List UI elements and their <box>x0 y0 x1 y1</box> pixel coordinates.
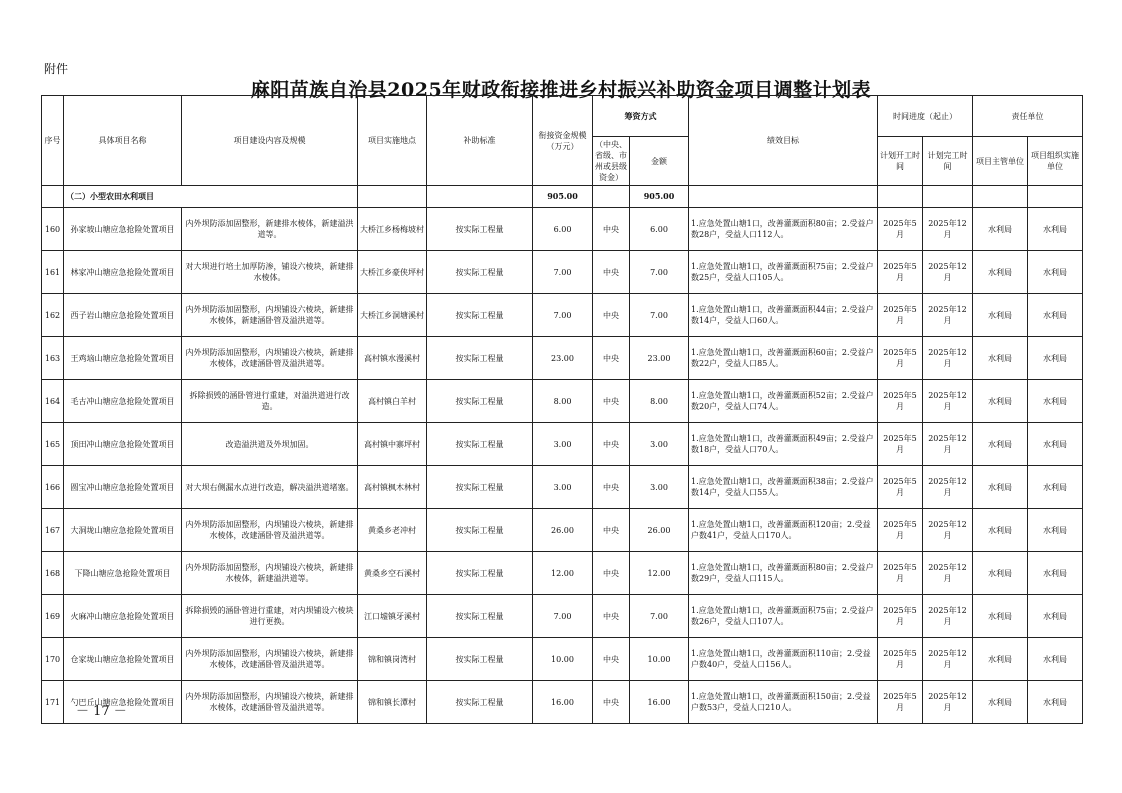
cell-source: 中央 <box>593 423 630 466</box>
cell-location: 高村镇水漫溪村 <box>358 337 427 380</box>
cell-scale: 7.00 <box>533 595 593 638</box>
cell-organizer: 水利局 <box>1028 552 1083 595</box>
header-organizer: 项目组织实施单位 <box>1028 137 1083 186</box>
cell-scale: 6.00 <box>533 208 593 251</box>
cell-start: 2025年5月 <box>878 681 923 724</box>
cell-content: 对大坝进行培土加厚防渗，铺设六棱块，新建排水棱体。 <box>182 251 358 294</box>
cell-manager: 水利局 <box>973 208 1028 251</box>
cell-name: 火麻冲山塘应急抢险处置项目 <box>64 595 182 638</box>
table-row <box>42 638 1083 681</box>
cell-amount: 8.00 <box>630 380 689 423</box>
cell-scale: 10.00 <box>533 638 593 681</box>
cell-organizer: 水利局 <box>1028 638 1083 681</box>
cell-manager: 水利局 <box>973 466 1028 509</box>
cell-end: 2025年12月 <box>923 681 973 724</box>
header-standard: 补助标准 <box>427 96 533 186</box>
cell-manager: 水利局 <box>973 380 1028 423</box>
cell-seq: 169 <box>42 595 64 638</box>
cell-location: 高村镇枫木林村 <box>358 466 427 509</box>
cell-organizer: 水利局 <box>1028 337 1083 380</box>
cell-standard: 按实际工程量 <box>427 251 533 294</box>
cell-standard: 按实际工程量 <box>427 337 533 380</box>
cell-location: 江口墟镇牙溪村 <box>358 595 427 638</box>
header-row-1 <box>42 96 1083 137</box>
cell-standard: 按实际工程量 <box>427 423 533 466</box>
cell-start: 2025年5月 <box>878 208 923 251</box>
table-row <box>42 294 1083 337</box>
cell-organizer: 水利局 <box>1028 380 1083 423</box>
cell-manager: 水利局 <box>973 423 1028 466</box>
cell-standard: 按实际工程量 <box>427 466 533 509</box>
cell-content: 对大坝右侧漏水点进行改造，解决溢洪道堵塞。 <box>182 466 358 509</box>
cell-name: 勺巴丘山塘应急抢险处置项目 <box>64 681 182 724</box>
cell-amount: 16.00 <box>630 681 689 724</box>
cell-amount: 7.00 <box>630 251 689 294</box>
cell-location: 大桥江乡洞塘溪村 <box>358 294 427 337</box>
cell-source: 中央 <box>593 251 630 294</box>
cell-standard: 按实际工程量 <box>427 552 533 595</box>
cell-seq: 171 <box>42 681 64 724</box>
cell-seq: 170 <box>42 638 64 681</box>
cell-content: 拆除损毁的涵卧管进行重建，对内坝铺设六棱块进行更换。 <box>182 595 358 638</box>
section-scale: 905.00 <box>533 186 593 208</box>
cell-manager: 水利局 <box>973 337 1028 380</box>
cell-scale: 8.00 <box>533 380 593 423</box>
cell-organizer: 水利局 <box>1028 423 1083 466</box>
header-manager: 项目主管单位 <box>973 137 1028 186</box>
table-row <box>42 380 1083 423</box>
header-name: 具体项目名称 <box>64 96 182 186</box>
table-row <box>42 509 1083 552</box>
cell-amount: 3.00 <box>630 423 689 466</box>
cell-manager: 水利局 <box>973 681 1028 724</box>
header-seq: 序号 <box>42 96 64 186</box>
cell-organizer: 水利局 <box>1028 466 1083 509</box>
cell-content: 内外坝防添加固整形，内坝铺设六棱块，新建排水棱体，改建涵卧管及溢洪道等。 <box>182 638 358 681</box>
cell-end: 2025年12月 <box>923 380 973 423</box>
cell-amount: 7.00 <box>630 294 689 337</box>
cell-start: 2025年5月 <box>878 466 923 509</box>
cell-seq: 163 <box>42 337 64 380</box>
cell-content: 改造溢洪道及外坝加固。 <box>182 423 358 466</box>
cell-perf: 1.应急处置山塘1口，改善灌溉面积49亩；2.受益户数18户，受益人口70人。 <box>689 423 878 466</box>
cell-amount: 23.00 <box>630 337 689 380</box>
cell-end: 2025年12月 <box>923 595 973 638</box>
cell-content: 内外坝防添加固整形，内坝铺设六棱块，新建排水棱体，新建涵卧管及溢洪道等。 <box>182 294 358 337</box>
cell-seq: 166 <box>42 466 64 509</box>
cell-end: 2025年12月 <box>923 294 973 337</box>
cell-source: 中央 <box>593 681 630 724</box>
cell-content: 拆除损毁的涵卧管进行重建，对溢洪道进行改造。 <box>182 380 358 423</box>
cell-organizer: 水利局 <box>1028 294 1083 337</box>
cell-standard: 按实际工程量 <box>427 638 533 681</box>
cell-amount: 6.00 <box>630 208 689 251</box>
table-row <box>42 337 1083 380</box>
cell-scale: 7.00 <box>533 294 593 337</box>
cell-amount: 26.00 <box>630 509 689 552</box>
data-rows <box>42 208 1083 724</box>
cell-name: 顶田冲山塘应急抢险处置项目 <box>64 423 182 466</box>
document-title: 麻阳苗族自治县2025年财政衔接推进乡村振兴补助资金项目调整计划表 <box>250 79 872 101</box>
section-row <box>42 186 1083 208</box>
header-content: 项目建设内容及规模 <box>182 96 358 186</box>
cell-scale: 12.00 <box>533 552 593 595</box>
cell-source: 中央 <box>593 380 630 423</box>
cell-perf: 1.应急处置山塘1口，改善灌溉面积80亩；2.受益户数29户，受益人口115人。 <box>689 552 878 595</box>
cell-start: 2025年5月 <box>878 509 923 552</box>
cell-perf: 1.应急处置山塘1口，改善灌溉面积75亩；2.受益户数26户，受益人口107人。 <box>689 595 878 638</box>
cell-seq: 160 <box>42 208 64 251</box>
cell-amount: 12.00 <box>630 552 689 595</box>
cell-end: 2025年12月 <box>923 638 973 681</box>
page-number: － 17 － <box>76 704 127 719</box>
cell-name: 圆宝冲山塘应急抢险处置项目 <box>64 466 182 509</box>
table-row <box>42 423 1083 466</box>
project-table <box>41 95 1083 724</box>
table-row <box>42 251 1083 294</box>
cell-location: 高村镇白羊村 <box>358 380 427 423</box>
cell-end: 2025年12月 <box>923 208 973 251</box>
cell-location: 大桥江乡豪侠坪村 <box>358 251 427 294</box>
cell-start: 2025年5月 <box>878 337 923 380</box>
cell-organizer: 水利局 <box>1028 208 1083 251</box>
cell-seq: 162 <box>42 294 64 337</box>
header-resp: 责任单位 <box>973 96 1083 137</box>
table-row <box>42 595 1083 638</box>
header-perf: 绩效目标 <box>689 96 878 186</box>
cell-location: 黄桑乡空石溪村 <box>358 552 427 595</box>
cell-content: 内外坝防添加固整形，新建排水棱体，新建溢洪道等。 <box>182 208 358 251</box>
cell-standard: 按实际工程量 <box>427 595 533 638</box>
section-amount: 905.00 <box>630 186 689 208</box>
cell-standard: 按实际工程量 <box>427 208 533 251</box>
cell-name: 林家冲山塘应急抢险处置项目 <box>64 251 182 294</box>
cell-start: 2025年5月 <box>878 595 923 638</box>
cell-source: 中央 <box>593 509 630 552</box>
cell-scale: 26.00 <box>533 509 593 552</box>
cell-source: 中央 <box>593 595 630 638</box>
cell-manager: 水利局 <box>973 294 1028 337</box>
table-body <box>42 96 1083 208</box>
cell-perf: 1.应急处置山塘1口，改善灌溉面积120亩；2.受益户数41户，受益人口170人。 <box>689 509 878 552</box>
cell-end: 2025年12月 <box>923 423 973 466</box>
cell-location: 锦和镇长潭村 <box>358 681 427 724</box>
cell-source: 中央 <box>593 466 630 509</box>
cell-location: 锦和镇岗湾村 <box>358 638 427 681</box>
cell-perf: 1.应急处置山塘1口，改善灌溉面积75亩；2.受益户数25户，受益人口105人。 <box>689 251 878 294</box>
cell-content: 内外坝防添加固整形，内坝铺设六棱块，新建排水棱体，新建溢洪道等。 <box>182 552 358 595</box>
cell-manager: 水利局 <box>973 595 1028 638</box>
cell-scale: 3.00 <box>533 423 593 466</box>
cell-standard: 按实际工程量 <box>427 380 533 423</box>
cell-organizer: 水利局 <box>1028 681 1083 724</box>
cell-content: 内外坝防添加固整形，内坝铺设六棱块，新建排水棱体，改建涵卧管及溢洪道等。 <box>182 681 358 724</box>
cell-content: 内外坝防添加固整形，内坝铺设六棱块，新建排水棱体，改建涵卧管及溢洪道等。 <box>182 337 358 380</box>
cell-manager: 水利局 <box>973 509 1028 552</box>
header-end: 计划完工时间 <box>923 137 973 186</box>
cell-amount: 10.00 <box>630 638 689 681</box>
header-start: 计划开工时间 <box>878 137 923 186</box>
cell-start: 2025年5月 <box>878 380 923 423</box>
cell-source: 中央 <box>593 208 630 251</box>
header-funding: 筹资方式 <box>593 96 689 137</box>
cell-location: 黄桑乡老冲村 <box>358 509 427 552</box>
cell-source: 中央 <box>593 638 630 681</box>
cell-organizer: 水利局 <box>1028 251 1083 294</box>
cell-manager: 水利局 <box>973 251 1028 294</box>
cell-name: 毛古冲山塘应急抢险处置项目 <box>64 380 182 423</box>
cell-seq: 165 <box>42 423 64 466</box>
table-row <box>42 208 1083 251</box>
cell-standard: 按实际工程量 <box>427 509 533 552</box>
cell-standard: 按实际工程量 <box>427 294 533 337</box>
cell-name: 下降山塘应急抢险处置项目 <box>64 552 182 595</box>
cell-start: 2025年5月 <box>878 552 923 595</box>
cell-name: 孙家坡山塘应急抢险处置项目 <box>64 208 182 251</box>
cell-source: 中央 <box>593 552 630 595</box>
header-scale: 衔接资金规模（万元） <box>533 96 593 186</box>
cell-name: 王鸡垴山塘应急抢险处置项目 <box>64 337 182 380</box>
cell-end: 2025年12月 <box>923 509 973 552</box>
header-funding-source: （中央、省级、市州或县级资金） <box>593 137 630 186</box>
cell-start: 2025年5月 <box>878 638 923 681</box>
cell-amount: 3.00 <box>630 466 689 509</box>
cell-name: 西子岩山塘应急抢险处置项目 <box>64 294 182 337</box>
cell-perf: 1.应急处置山塘1口，改善灌溉面积60亩；2.受益户数22户，受益人口85人。 <box>689 337 878 380</box>
cell-start: 2025年5月 <box>878 251 923 294</box>
table-row <box>42 466 1083 509</box>
cell-perf: 1.应急处置山塘1口，改善灌溉面积38亩；2.受益户数14户，受益人口55人。 <box>689 466 878 509</box>
cell-seq: 161 <box>42 251 64 294</box>
cell-perf: 1.应急处置山塘1口，改善灌溉面积80亩；2.受益户数28户，受益人口112人。 <box>689 208 878 251</box>
cell-source: 中央 <box>593 294 630 337</box>
cell-scale: 3.00 <box>533 466 593 509</box>
cell-perf: 1.应急处置山塘1口，改善灌溉面积150亩；2.受益户数53户，受益人口210人。 <box>689 681 878 724</box>
cell-seq: 164 <box>42 380 64 423</box>
cell-name: 大洞垅山塘应急抢险处置项目 <box>64 509 182 552</box>
cell-amount: 7.00 <box>630 595 689 638</box>
table-row <box>42 681 1083 724</box>
cell-scale: 16.00 <box>533 681 593 724</box>
header-time: 时间进度（起止） <box>878 96 973 137</box>
cell-standard: 按实际工程量 <box>427 681 533 724</box>
header-location: 项目实施地点 <box>358 96 427 186</box>
cell-organizer: 水利局 <box>1028 595 1083 638</box>
cell-end: 2025年12月 <box>923 337 973 380</box>
cell-start: 2025年5月 <box>878 294 923 337</box>
cell-start: 2025年5月 <box>878 423 923 466</box>
cell-location: 高村镇中寨坪村 <box>358 423 427 466</box>
cell-end: 2025年12月 <box>923 552 973 595</box>
header-amount: 金额 <box>630 137 689 186</box>
cell-scale: 7.00 <box>533 251 593 294</box>
cell-perf: 1.应急处置山塘1口，改善灌溉面积52亩；2.受益户数20户，受益人口74人。 <box>689 380 878 423</box>
cell-end: 2025年12月 <box>923 466 973 509</box>
section-name: （二）小型农田水利项目 <box>64 186 358 208</box>
cell-manager: 水利局 <box>973 552 1028 595</box>
cell-location: 大桥江乡杨梅坡村 <box>358 208 427 251</box>
cell-source: 中央 <box>593 337 630 380</box>
cell-perf: 1.应急处置山塘1口，改善灌溉面积110亩；2.受益户数40户，受益人口156人。 <box>689 638 878 681</box>
cell-content: 内外坝防添加固整形，内坝铺设六棱块，新建排水棱体，改建涵卧管及溢洪道等。 <box>182 509 358 552</box>
cell-name: 仓家垅山塘应急抢险处置项目 <box>64 638 182 681</box>
cell-end: 2025年12月 <box>923 251 973 294</box>
cell-perf: 1.应急处置山塘1口，改善灌溉面积44亩；2.受益户数14户，受益人口60人。 <box>689 294 878 337</box>
table-row <box>42 552 1083 595</box>
cell-seq: 167 <box>42 509 64 552</box>
cell-organizer: 水利局 <box>1028 509 1083 552</box>
cell-scale: 23.00 <box>533 337 593 380</box>
cell-manager: 水利局 <box>973 638 1028 681</box>
attachment-label: 附件 <box>44 62 69 76</box>
cell-seq: 168 <box>42 552 64 595</box>
